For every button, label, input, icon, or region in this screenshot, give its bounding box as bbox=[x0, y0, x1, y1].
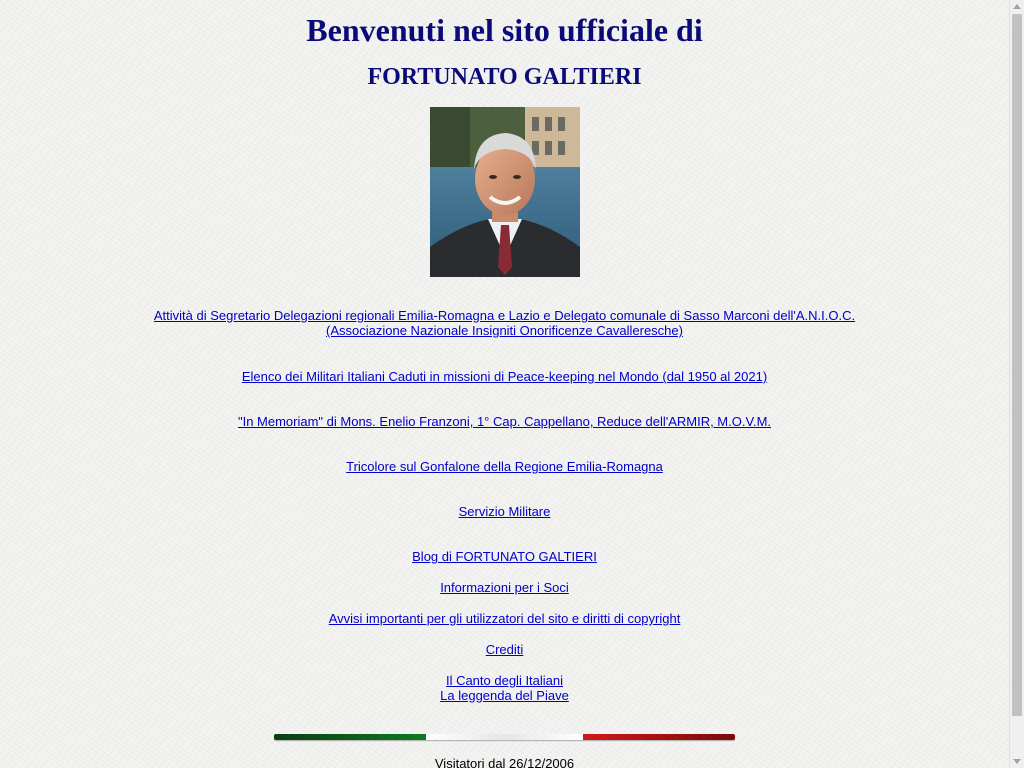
link-piave[interactable]: La leggenda del Piave bbox=[440, 688, 569, 703]
link-blog[interactable] bbox=[0, 549, 1009, 564]
link-tricolore[interactable] bbox=[0, 459, 1009, 474]
link-caduti-text[interactable]: Elenco dei Militari Italiani Caduti in missioni di Peace-keeping nel Mondo (dal 1950 al 2021) bbox=[241, 369, 768, 384]
link-soci[interactable] bbox=[0, 580, 1009, 595]
link-avvisi[interactable] bbox=[0, 611, 1009, 626]
link-anioc-line1[interactable]: Attività di Segretario Delegazioni regionali Emilia-Romagna e Lazio e Delegato comunale di Sasso Marconi dell'A.N.I.O.C. bbox=[153, 308, 856, 323]
vertical-scrollbar[interactable] bbox=[1009, 0, 1024, 768]
link-servizio-militare[interactable] bbox=[0, 504, 1009, 519]
portrait-photo bbox=[430, 107, 580, 277]
link-canto[interactable]: Il Canto degli Italiani bbox=[445, 673, 564, 688]
link-avvisi-text[interactable]: Avvisi importanti per gli utilizzatori del sito e diritti di copyright bbox=[328, 611, 681, 626]
link-servizio-militare-text[interactable]: Servizio Militare bbox=[458, 504, 551, 519]
link-anioc-line2[interactable]: (Associazione Nazionale Insigniti Onorificenze Cavalleresche) bbox=[326, 323, 683, 338]
page-title: Benvenuti nel sito ufficiale di bbox=[306, 12, 703, 48]
link-tricolore-text[interactable]: Tricolore sul Gonfalone della Regione Emilia-Romagna bbox=[346, 459, 663, 474]
link-crediti[interactable] bbox=[0, 642, 1009, 657]
link-caduti[interactable] bbox=[0, 369, 1009, 384]
scroll-down-icon[interactable] bbox=[1013, 759, 1021, 764]
link-memoriam[interactable] bbox=[0, 414, 1009, 429]
italian-flag-divider bbox=[274, 734, 735, 740]
link-crediti-text[interactable]: Crediti bbox=[485, 642, 524, 657]
scroll-up-icon[interactable] bbox=[1013, 4, 1021, 9]
link-soci-text[interactable]: Informazioni per i Soci bbox=[440, 580, 569, 595]
link-blog-text[interactable]: Blog di FORTUNATO GALTIERI bbox=[412, 549, 597, 564]
page-subtitle-name: FORTUNATO GALTIERI bbox=[367, 64, 642, 90]
link-canto-group[interactable] bbox=[0, 673, 1009, 703]
link-anioc[interactable] bbox=[0, 308, 1009, 338]
visitor-counter-label: Visitatori dal 26/12/2006 bbox=[434, 756, 575, 768]
scrollbar-thumb[interactable] bbox=[1012, 14, 1022, 716]
link-memoriam-text[interactable]: "In Memoriam" di Mons. Enelio Franzoni, 1° Cap. Cappellano, Reduce dell'ARMIR, M.O.V.M. bbox=[237, 414, 772, 429]
